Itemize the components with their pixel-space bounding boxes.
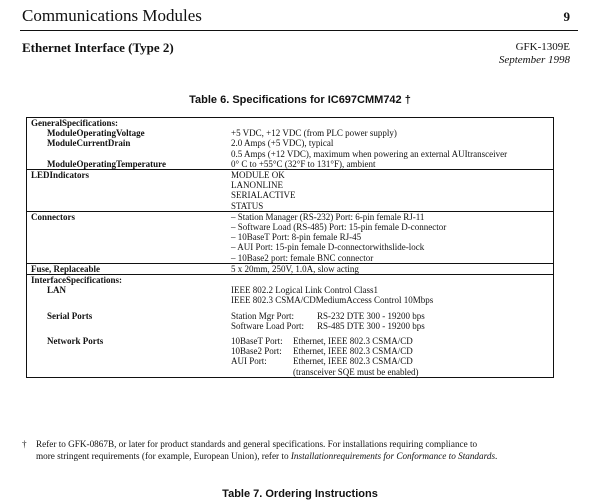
voltage-label: ModuleOperatingVoltage bbox=[47, 128, 145, 139]
table-row bbox=[27, 311, 554, 331]
page-number: 9 bbox=[563, 9, 570, 24]
table-row bbox=[27, 211, 554, 263]
connector-item: – Station Manager (RS-232) Port: 6-pin female RJ-11 bbox=[231, 211, 425, 222]
connectors-label: Connectors bbox=[27, 211, 228, 263]
table6-caption: Table 6. Specifications for IC697CMM742 † bbox=[189, 94, 411, 106]
footnote bbox=[22, 438, 582, 462]
document-date: September 1998 bbox=[498, 54, 570, 66]
voltage-value: +5 VDC, +12 VDC (from PLC power supply) bbox=[231, 128, 397, 139]
footnote-line-1: Refer to GFK-0867B, or later for product standards and general specifications. For installations requiring compliance to bbox=[36, 439, 478, 449]
connector-item: – 10Base2 port: female BNC connector bbox=[231, 252, 374, 263]
current-label: ModuleCurrentDrain bbox=[47, 138, 131, 149]
page-header-title: Communications Modules bbox=[22, 6, 202, 25]
temperature-label: ModuleOperatingTemperature bbox=[47, 158, 166, 169]
network-ports-label: Network Ports bbox=[47, 336, 104, 347]
temperature-value: 0° C to +55°C (32°F to 131°F), ambient bbox=[231, 158, 376, 169]
footnote-text-2: more stringent requirements (for example, European Union), refer to bbox=[36, 451, 291, 461]
network-port-value: Ethernet, IEEE 802.3 CSMA/CD bbox=[293, 346, 413, 357]
led-values bbox=[227, 170, 554, 212]
specifications-table bbox=[26, 117, 554, 378]
document-id-block bbox=[499, 41, 570, 67]
current-value-1: 2.0 Amps (+5 VDC), typical bbox=[231, 138, 334, 149]
network-port-name: 10BaseT Port: bbox=[231, 336, 283, 347]
table-row bbox=[27, 118, 554, 129]
section-title: Ethernet Interface (Type 2) bbox=[22, 40, 174, 55]
table-row bbox=[27, 128, 554, 138]
serial-ports-label: Serial Ports bbox=[47, 310, 93, 321]
serial-port-value: RS-232 DTE 300 - 19200 bps bbox=[317, 310, 425, 321]
network-ports-values bbox=[227, 336, 554, 377]
led-indicators-label: LEDIndicators bbox=[27, 170, 228, 212]
footnote-mark: † bbox=[22, 439, 27, 449]
table-row bbox=[27, 336, 554, 377]
table-row bbox=[27, 285, 554, 305]
table7-caption: Table 7. Ordering Instructions bbox=[222, 488, 378, 500]
footnote-reference-title: Installationrequirements for Conformance to Standards bbox=[290, 451, 496, 461]
footnote-line-2 bbox=[22, 450, 582, 462]
fuse-value: 5 x 20mm, 250V, 1.0A, slow acting bbox=[227, 263, 554, 274]
lan-value-1: IEEE 802.2 Logical Link Control Class1 bbox=[231, 285, 378, 296]
network-port-note: (transceiver SQE must be enabled) bbox=[293, 366, 419, 377]
connector-item: – 10BaseT Port: 8-pin female RJ-45 bbox=[231, 232, 362, 243]
interface-specifications-label: InterfaceSpecifications: bbox=[27, 275, 228, 286]
current-value-2: 0.5 Amps (+12 VDC), maximum when powering an external AUItransceiver bbox=[231, 148, 508, 159]
lan-label: LAN bbox=[47, 285, 67, 296]
document-id: GFK-1309E bbox=[515, 41, 570, 53]
table-row bbox=[27, 170, 554, 212]
header-rule bbox=[20, 30, 578, 31]
general-specifications-label: GeneralSpecifications: bbox=[31, 118, 118, 128]
connectors-values bbox=[227, 211, 554, 263]
network-port-value: Ethernet, IEEE 802.3 CSMA/CD bbox=[293, 356, 413, 367]
serial-port-value: RS-485 DTE 300 - 19200 bps bbox=[317, 320, 425, 331]
table-row bbox=[27, 275, 554, 286]
serial-ports-values bbox=[227, 311, 554, 331]
fuse-label: Fuse, Replaceable bbox=[27, 263, 228, 274]
network-port-name: AUI Port: bbox=[231, 356, 267, 367]
serial-port-name: Software Load Port: bbox=[231, 320, 304, 331]
network-port-value: Ethernet, IEEE 802.3 CSMA/CD bbox=[293, 336, 413, 347]
lan-values bbox=[227, 285, 554, 305]
led-value: MODULE OK bbox=[231, 170, 285, 181]
connector-item: – AUI Port: 15-pin female D-connectorwithslide-lock bbox=[231, 242, 425, 253]
serial-port-name: Station Mgr Port: bbox=[231, 310, 295, 321]
led-value: SERIALACTIVE bbox=[231, 190, 296, 201]
connector-item: – Software Load (RS-485) Port: 15-pin female D-connector bbox=[231, 222, 447, 233]
network-port-name: 10Base2 Port: bbox=[231, 346, 282, 357]
current-values bbox=[227, 138, 554, 158]
lan-value-2: IEEE 802.3 CSMA/CDMediumAccess Control 10Mbps bbox=[231, 295, 434, 306]
footnote-text-end: . bbox=[495, 451, 498, 461]
led-value: LANONLINE bbox=[231, 180, 283, 191]
table-row bbox=[27, 138, 554, 158]
table-row bbox=[27, 159, 554, 170]
table-row bbox=[27, 263, 554, 274]
led-value: STATUS bbox=[231, 200, 264, 211]
